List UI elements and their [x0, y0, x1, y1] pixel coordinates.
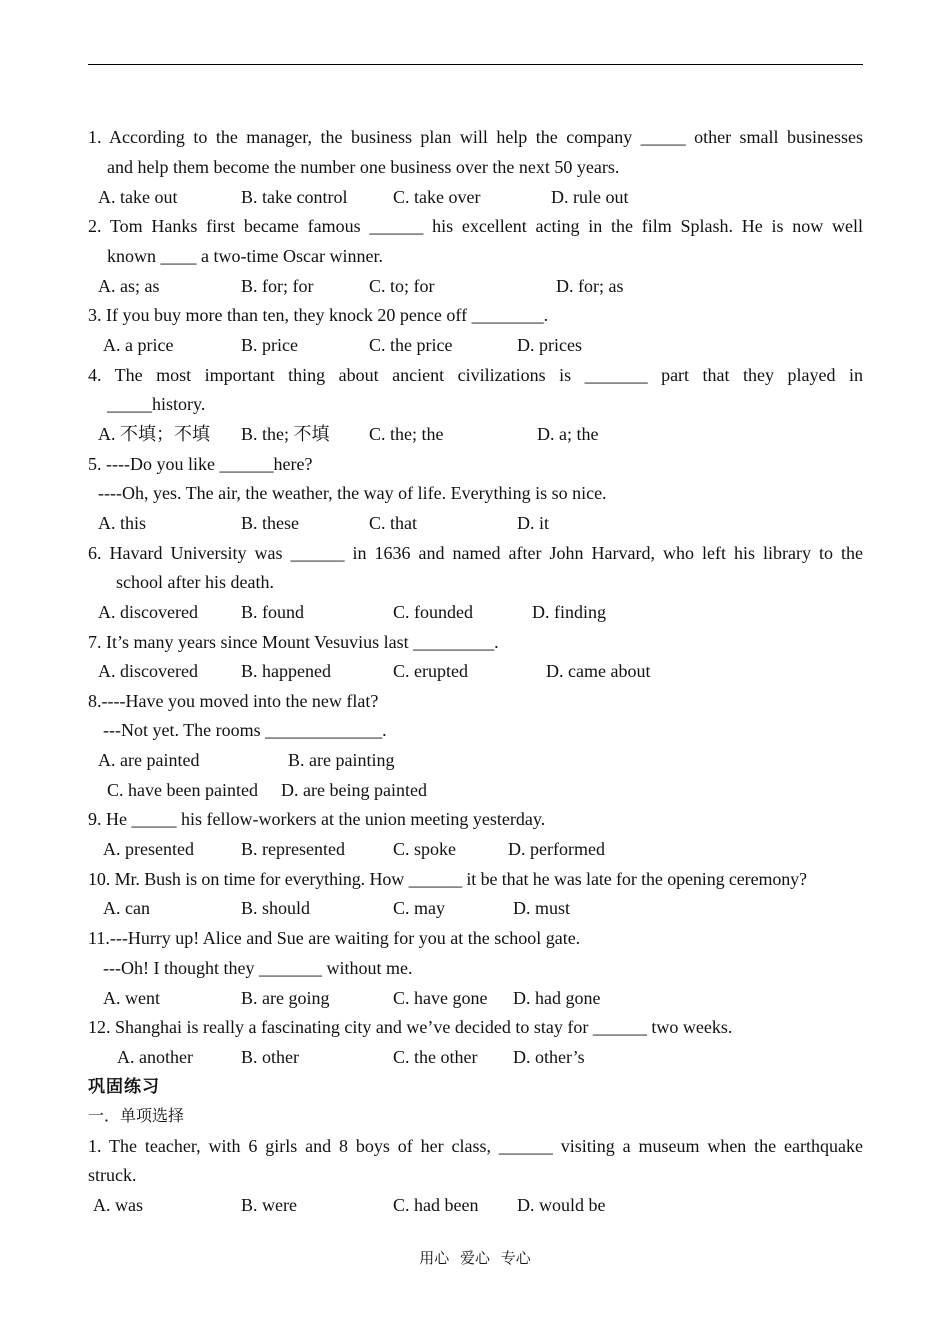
option-4d: D. a; the: [537, 424, 599, 444]
option-4b: B. the; 不填: [241, 424, 330, 444]
option-6d: D. finding: [532, 602, 606, 622]
practice-option-1d: D. would be: [517, 1195, 606, 1215]
question-2-line1: 2. Tom Hanks first became famous ______ his excellent acting in the film Splash. He is now well: [88, 216, 863, 236]
practice-option-1b: B. were: [241, 1195, 297, 1215]
question-1-line1: 1. According to the manager, the business plan will help the company _____ other small businesses: [88, 127, 863, 147]
option-9d: D. performed: [508, 839, 605, 859]
option-1b: B. take control: [241, 187, 348, 207]
option-11a: A. went: [103, 988, 160, 1008]
header-rule: [88, 64, 863, 65]
question-2-line2: known ____ a two-time Oscar winner.: [107, 246, 383, 266]
practice-option-1c: C. had been: [393, 1195, 479, 1215]
practice-option-1a: A. was: [93, 1195, 143, 1215]
question-5-line1: 5. ----Do you like ______here?: [88, 454, 313, 474]
option-12c: C. the other: [393, 1047, 478, 1067]
option-1d: D. rule out: [551, 187, 629, 207]
option-2b: B. for; for: [241, 276, 314, 296]
option-11c: C. have gone: [393, 988, 488, 1008]
practice-1-line2: struck.: [88, 1165, 137, 1185]
question-7-line1: 7. It’s many years since Mount Vesuvius last _________.: [88, 632, 499, 652]
option-5d: D. it: [517, 513, 550, 533]
question-11-line2: ---Oh! I thought they _______ without me.: [103, 958, 413, 978]
option-2c: C. to; for: [369, 276, 435, 296]
question-6-line1: 6. Havard University was ______ in 1636 and named after John Harvard, who left his library to the: [88, 543, 863, 563]
question-1-line2: and help them become the number one business over the next 50 years.: [107, 157, 620, 177]
question-3-line1: 3. If you buy more than ten, they knock 20 pence off ________.: [88, 305, 549, 325]
option-9c: C. spoke: [393, 839, 456, 859]
question-10-line1: 10. Mr. Bush is on time for everything. How ______ it be that he was late for the opening ceremony?: [88, 869, 807, 889]
option-5c: C. that: [369, 513, 417, 533]
option-11b: B. are going: [241, 988, 330, 1008]
option-8a: A. are painted: [98, 750, 200, 770]
option-3a: A. a price: [103, 335, 174, 355]
section-subtitle: 一．单项选择: [88, 1106, 185, 1125]
option-5b: B. these: [241, 513, 299, 533]
option-11d: D. had gone: [513, 988, 601, 1008]
option-3b: B. price: [241, 335, 298, 355]
option-7b: B. happened: [241, 661, 331, 681]
option-12d: D. other’s: [513, 1047, 585, 1067]
option-2a: A. as; as: [98, 276, 160, 296]
section-title: 巩固练习: [88, 1077, 160, 1097]
question-8-line2: ---Not yet. The rooms _____________.: [103, 720, 387, 740]
option-6a: A. discovered: [98, 602, 198, 622]
option-3c: C. the price: [369, 335, 453, 355]
option-7d: D. came about: [546, 661, 651, 681]
option-2d: D. for; as: [556, 276, 624, 296]
question-4-line1: 4. The most important thing about ancient civilizations is _______ part that they played in: [88, 365, 863, 385]
question-9-line1: 9. He _____ his fellow-workers at the union meeting yesterday.: [88, 809, 546, 829]
page-footer: 用心 爱心 专心: [419, 1249, 531, 1267]
option-10a: A. can: [103, 898, 150, 918]
option-10c: C. may: [393, 898, 445, 918]
option-7a: A. discovered: [98, 661, 198, 681]
option-9a: A. presented: [103, 839, 194, 859]
option-8c: C. have been painted: [107, 780, 258, 800]
question-11-line1: 11.---Hurry up! Alice and Sue are waiting for you at the school gate.: [88, 928, 581, 948]
option-1c: C. take over: [393, 187, 481, 207]
option-12a: A. another: [117, 1047, 193, 1067]
option-8d: D. are being painted: [281, 780, 427, 800]
option-12b: B. other: [241, 1047, 299, 1067]
option-1a: A. take out: [98, 187, 178, 207]
option-9b: B. represented: [241, 839, 345, 859]
option-6c: C. founded: [393, 602, 473, 622]
question-4-line2: _____history.: [107, 394, 206, 414]
option-8b: B. are painting: [288, 750, 395, 770]
option-6b: B. found: [241, 602, 304, 622]
option-3d: D. prices: [517, 335, 582, 355]
question-8-line1: 8.----Have you moved into the new flat?: [88, 691, 379, 711]
question-12-line1: 12. Shanghai is really a fascinating city and we’ve decided to stay for ______ two weeks.: [88, 1017, 733, 1037]
option-4a: A. 不填；不填: [98, 424, 210, 444]
practice-1-line1: 1. The teacher, with 6 girls and 8 boys of her class, ______ visiting a museum when the earthquake: [88, 1136, 863, 1156]
option-5a: A. this: [98, 513, 147, 533]
option-7c: C. erupted: [393, 661, 468, 681]
question-5-line2: ----Oh, yes. The air, the weather, the way of life. Everything is so nice.: [98, 483, 607, 503]
option-10b: B. should: [241, 898, 311, 918]
option-10d: D. must: [513, 898, 571, 918]
question-6-line2: school after his death.: [116, 572, 274, 592]
option-4c: C. the; the: [369, 424, 444, 444]
